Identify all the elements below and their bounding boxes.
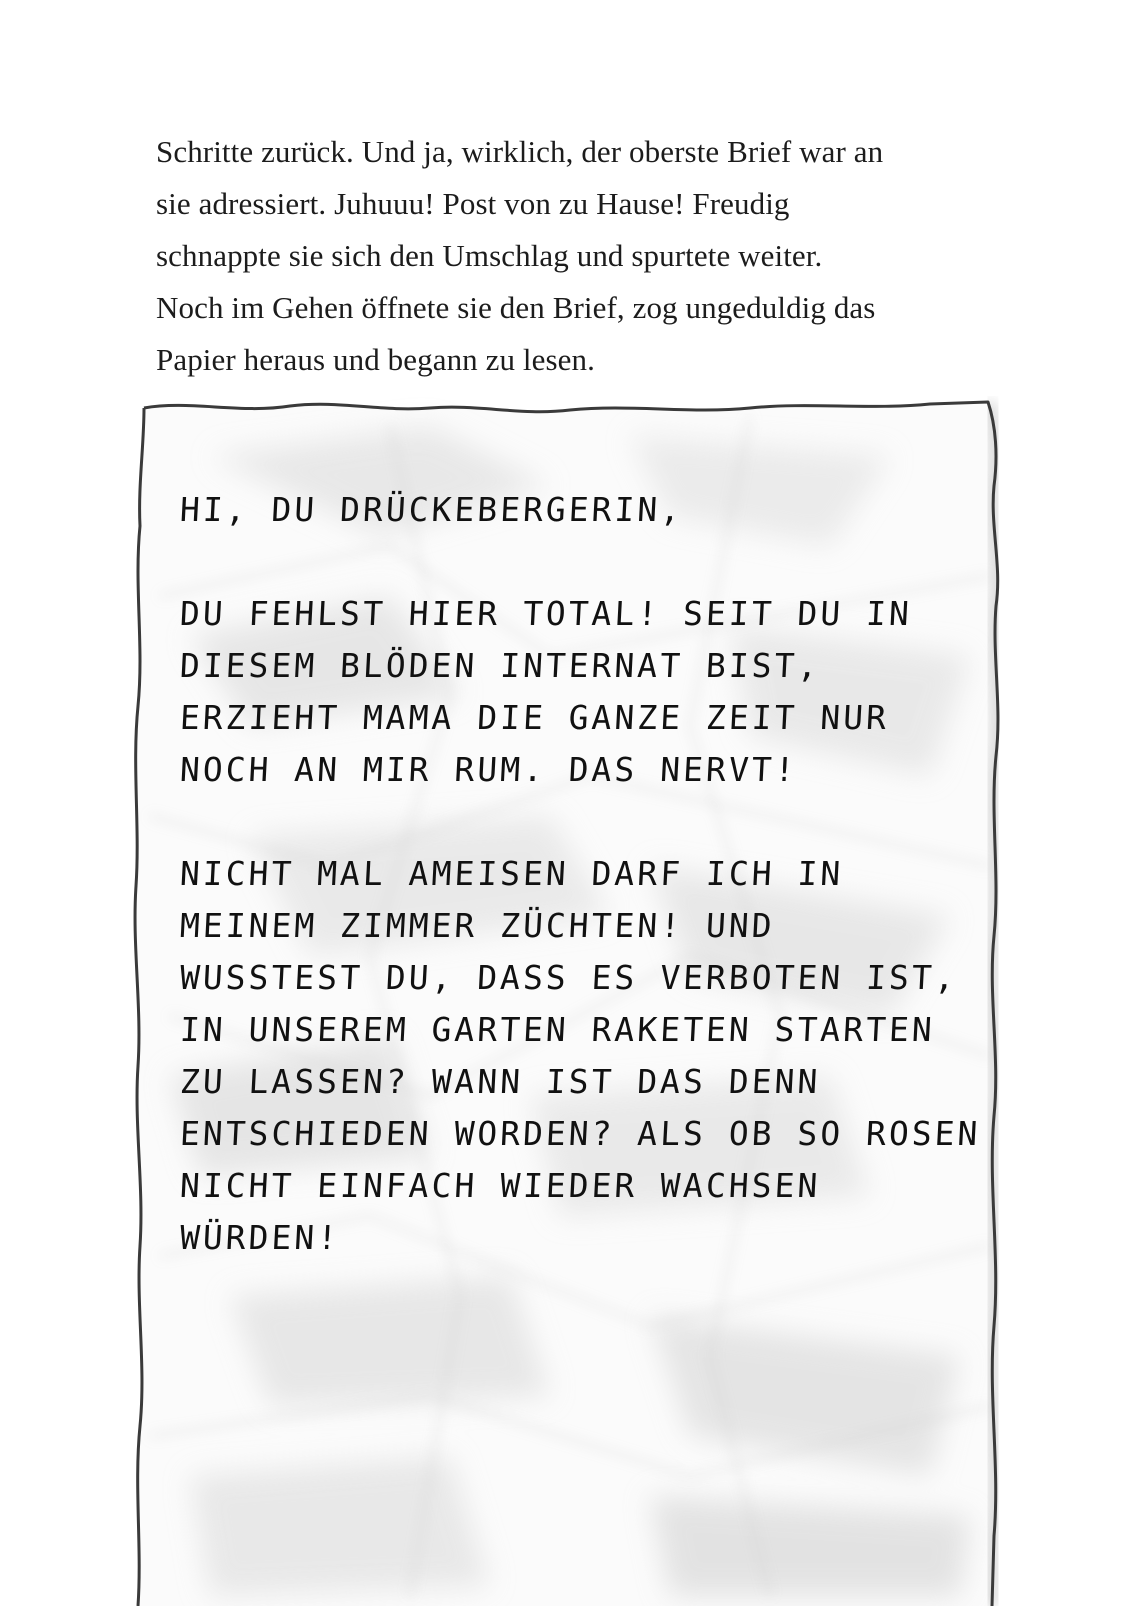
prose-line: Papier heraus und begann zu lesen. bbox=[156, 342, 595, 377]
prose-line: Noch im Gehen öffnete sie den Brief, zog ungeduldig das bbox=[156, 290, 876, 325]
letter-line: HI, DU DRÜCKEBERGERIN, bbox=[179, 490, 685, 529]
letter-line: MEINEM ZIMMER ZÜCHTEN! UND bbox=[179, 906, 776, 945]
letter-line: DU FEHLST HIER TOTAL! SEIT DU IN bbox=[179, 594, 913, 633]
letter-line: WUSSTEST DU, DASS ES VERBOTEN IST, bbox=[179, 958, 959, 997]
prose-line: Schritte zurück. Und ja, wirklich, der oberste Brief war an bbox=[156, 134, 884, 169]
letter-line: DIESEM BLÖDEN INTERNAT BIST, bbox=[179, 646, 822, 685]
letter-line: NOCH AN MIR RUM. DAS NERVT! bbox=[179, 750, 799, 789]
letter-greeting bbox=[180, 484, 1000, 536]
letter-line: NICHT EINFACH WIEDER WACHSEN bbox=[179, 1166, 822, 1205]
prose-text bbox=[156, 126, 996, 386]
crumpled-letter bbox=[130, 396, 1025, 1606]
letter-line: IN UNSEREM GARTEN RAKETEN STARTEN bbox=[179, 1010, 936, 1049]
letter-line: NICHT MAL AMEISEN DARF ICH IN bbox=[179, 854, 845, 893]
letter-line: WÜRDEN! bbox=[179, 1218, 342, 1257]
prose-line: sie adressiert. Juhuuu! Post von zu Hause! Freudig bbox=[156, 186, 790, 221]
letter-paragraph bbox=[180, 848, 1000, 1264]
prose-line: schnappte sie sich den Umschlag und spurtete weiter. bbox=[156, 238, 823, 273]
letter-line: ENTSCHIEDEN WORDEN? ALS OB SO ROSEN bbox=[179, 1114, 982, 1153]
handwritten-letter-text bbox=[180, 484, 1000, 1316]
letter-paragraph bbox=[180, 588, 1000, 796]
letter-line: ZU LASSEN? WANN IST DAS DENN bbox=[179, 1062, 822, 1101]
letter-line: ERZIEHT MAMA DIE GANZE ZEIT NUR bbox=[179, 698, 890, 737]
